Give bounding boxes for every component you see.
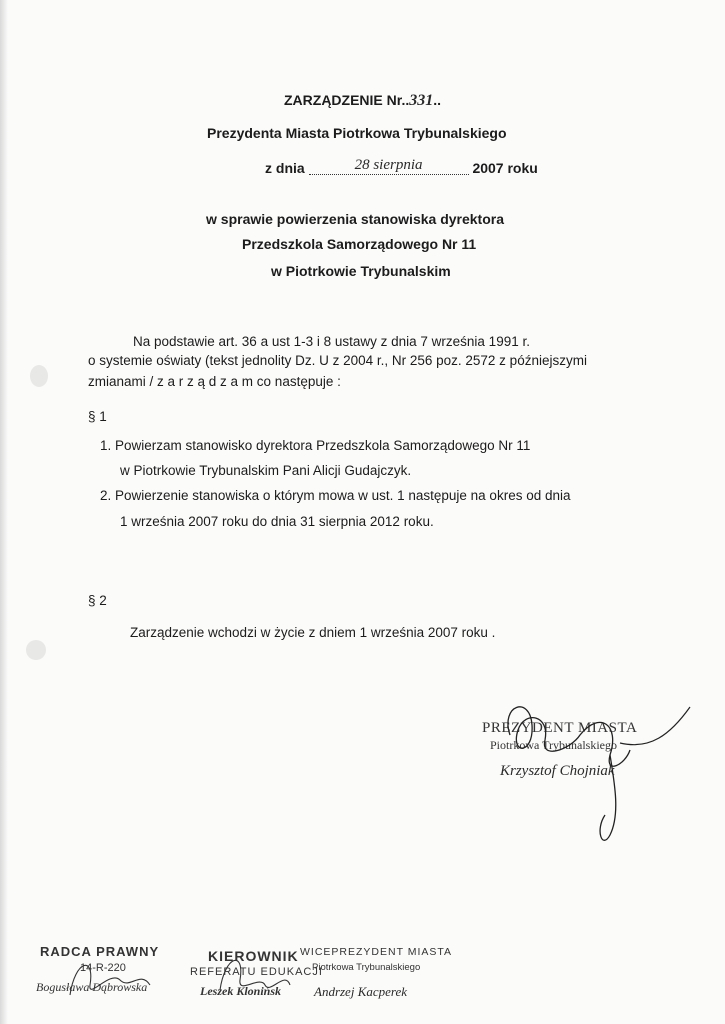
legal-counsel-signature-svg — [30, 940, 190, 1010]
section-2-heading: § 2 — [88, 593, 107, 608]
section-1-item-1-line-2: w Piotrkowie Trybunalskim Pani Alicji Gudajczyk. — [120, 463, 412, 478]
section-1-item-2-line-1: 2. Powierzenie stanowiska o którym mowa w ust. 1 następuje na okres od dnia — [100, 488, 571, 503]
vice-president-stamp — [290, 940, 460, 1010]
document-title — [284, 92, 441, 110]
date-prefix: z dnia — [265, 160, 305, 176]
president-stamp-title: PREZYDENT MIASTA — [482, 720, 638, 736]
president-signature-block — [470, 695, 700, 855]
handwritten-date: 28 sierpnia — [354, 157, 423, 173]
section-1-item-1-line-1: 1. Powierzam stanowisko dyrektora Przedszkola Samorządowego Nr 11 — [100, 438, 531, 453]
subject-line-1: w sprawie powierzenia stanowiska dyrektora — [206, 211, 504, 227]
vice-president-title: WICEPREZYDENT MIASTA — [300, 946, 453, 958]
preamble-line-3: zmianami / z a r z ą d z a m co następuje : — [88, 374, 341, 389]
legal-counsel-stamp — [30, 940, 190, 1010]
president-signature-scribble — [508, 707, 630, 766]
legal-counsel-title: RADCA PRAWNY — [40, 944, 160, 959]
preamble-line-2: o systemie oświaty (tekst jednolity Dz. U z 2004 r., Nr 256 poz. 2572 z późniejszymi — [88, 353, 587, 368]
president-signature-tail — [620, 707, 690, 745]
vice-president-name: Andrzej Kacperek — [314, 984, 408, 999]
legal-counsel-signature — [70, 965, 150, 995]
title-suffix: .. — [433, 92, 442, 108]
section-1-item-2-line-2: 1 września 2007 roku do dnia 31 sierpnia 2012 roku. — [120, 514, 434, 529]
subject-line-2: Przedszkola Samorządowego Nr 11 — [242, 236, 477, 252]
president-signature-svg — [470, 695, 700, 855]
legal-counsel-name: Bogusława Dąbrowska — [36, 980, 148, 994]
date-line — [265, 157, 538, 179]
scan-edge-shadow — [0, 0, 8, 1024]
title-prefix: ZARZĄDZENIE Nr.. — [284, 92, 410, 108]
punch-hole-lower — [26, 640, 46, 660]
preamble-line-1: Na podstawie art. 36 a ust 1-3 i 8 ustawy z dnia 7 września 1991 r. — [133, 334, 530, 349]
subject-line-3: w Piotrkowie Trybunalskim — [271, 263, 451, 279]
education-head-name: Leszek Klonińsk — [200, 984, 282, 998]
education-head-department: REFERATU EDUKACJI — [190, 966, 323, 978]
handwritten-number: 331 — [409, 92, 434, 109]
section-2-text: Zarządzenie wchodzi w życie z dniem 1 września 2007 roku . — [130, 625, 496, 640]
punch-hole-upper — [30, 365, 48, 387]
issuer-line: Prezydenta Miasta Piotrkowa Trybunalskiego — [207, 125, 507, 141]
date-suffix: 2007 roku — [472, 160, 538, 176]
legal-counsel-code: 14-R-220 — [80, 962, 126, 974]
president-name: Krzysztof Chojniak — [500, 763, 615, 779]
vice-president-city: Piotrkowa Trybunalskiego — [312, 962, 421, 973]
president-signature-flourish — [600, 755, 616, 840]
education-head-title: KIEROWNIK — [208, 948, 299, 964]
education-head-signature — [220, 960, 290, 990]
president-stamp-city: Piotrkowa Trybunalskiego — [490, 738, 618, 752]
section-1-heading: § 1 — [88, 409, 107, 424]
